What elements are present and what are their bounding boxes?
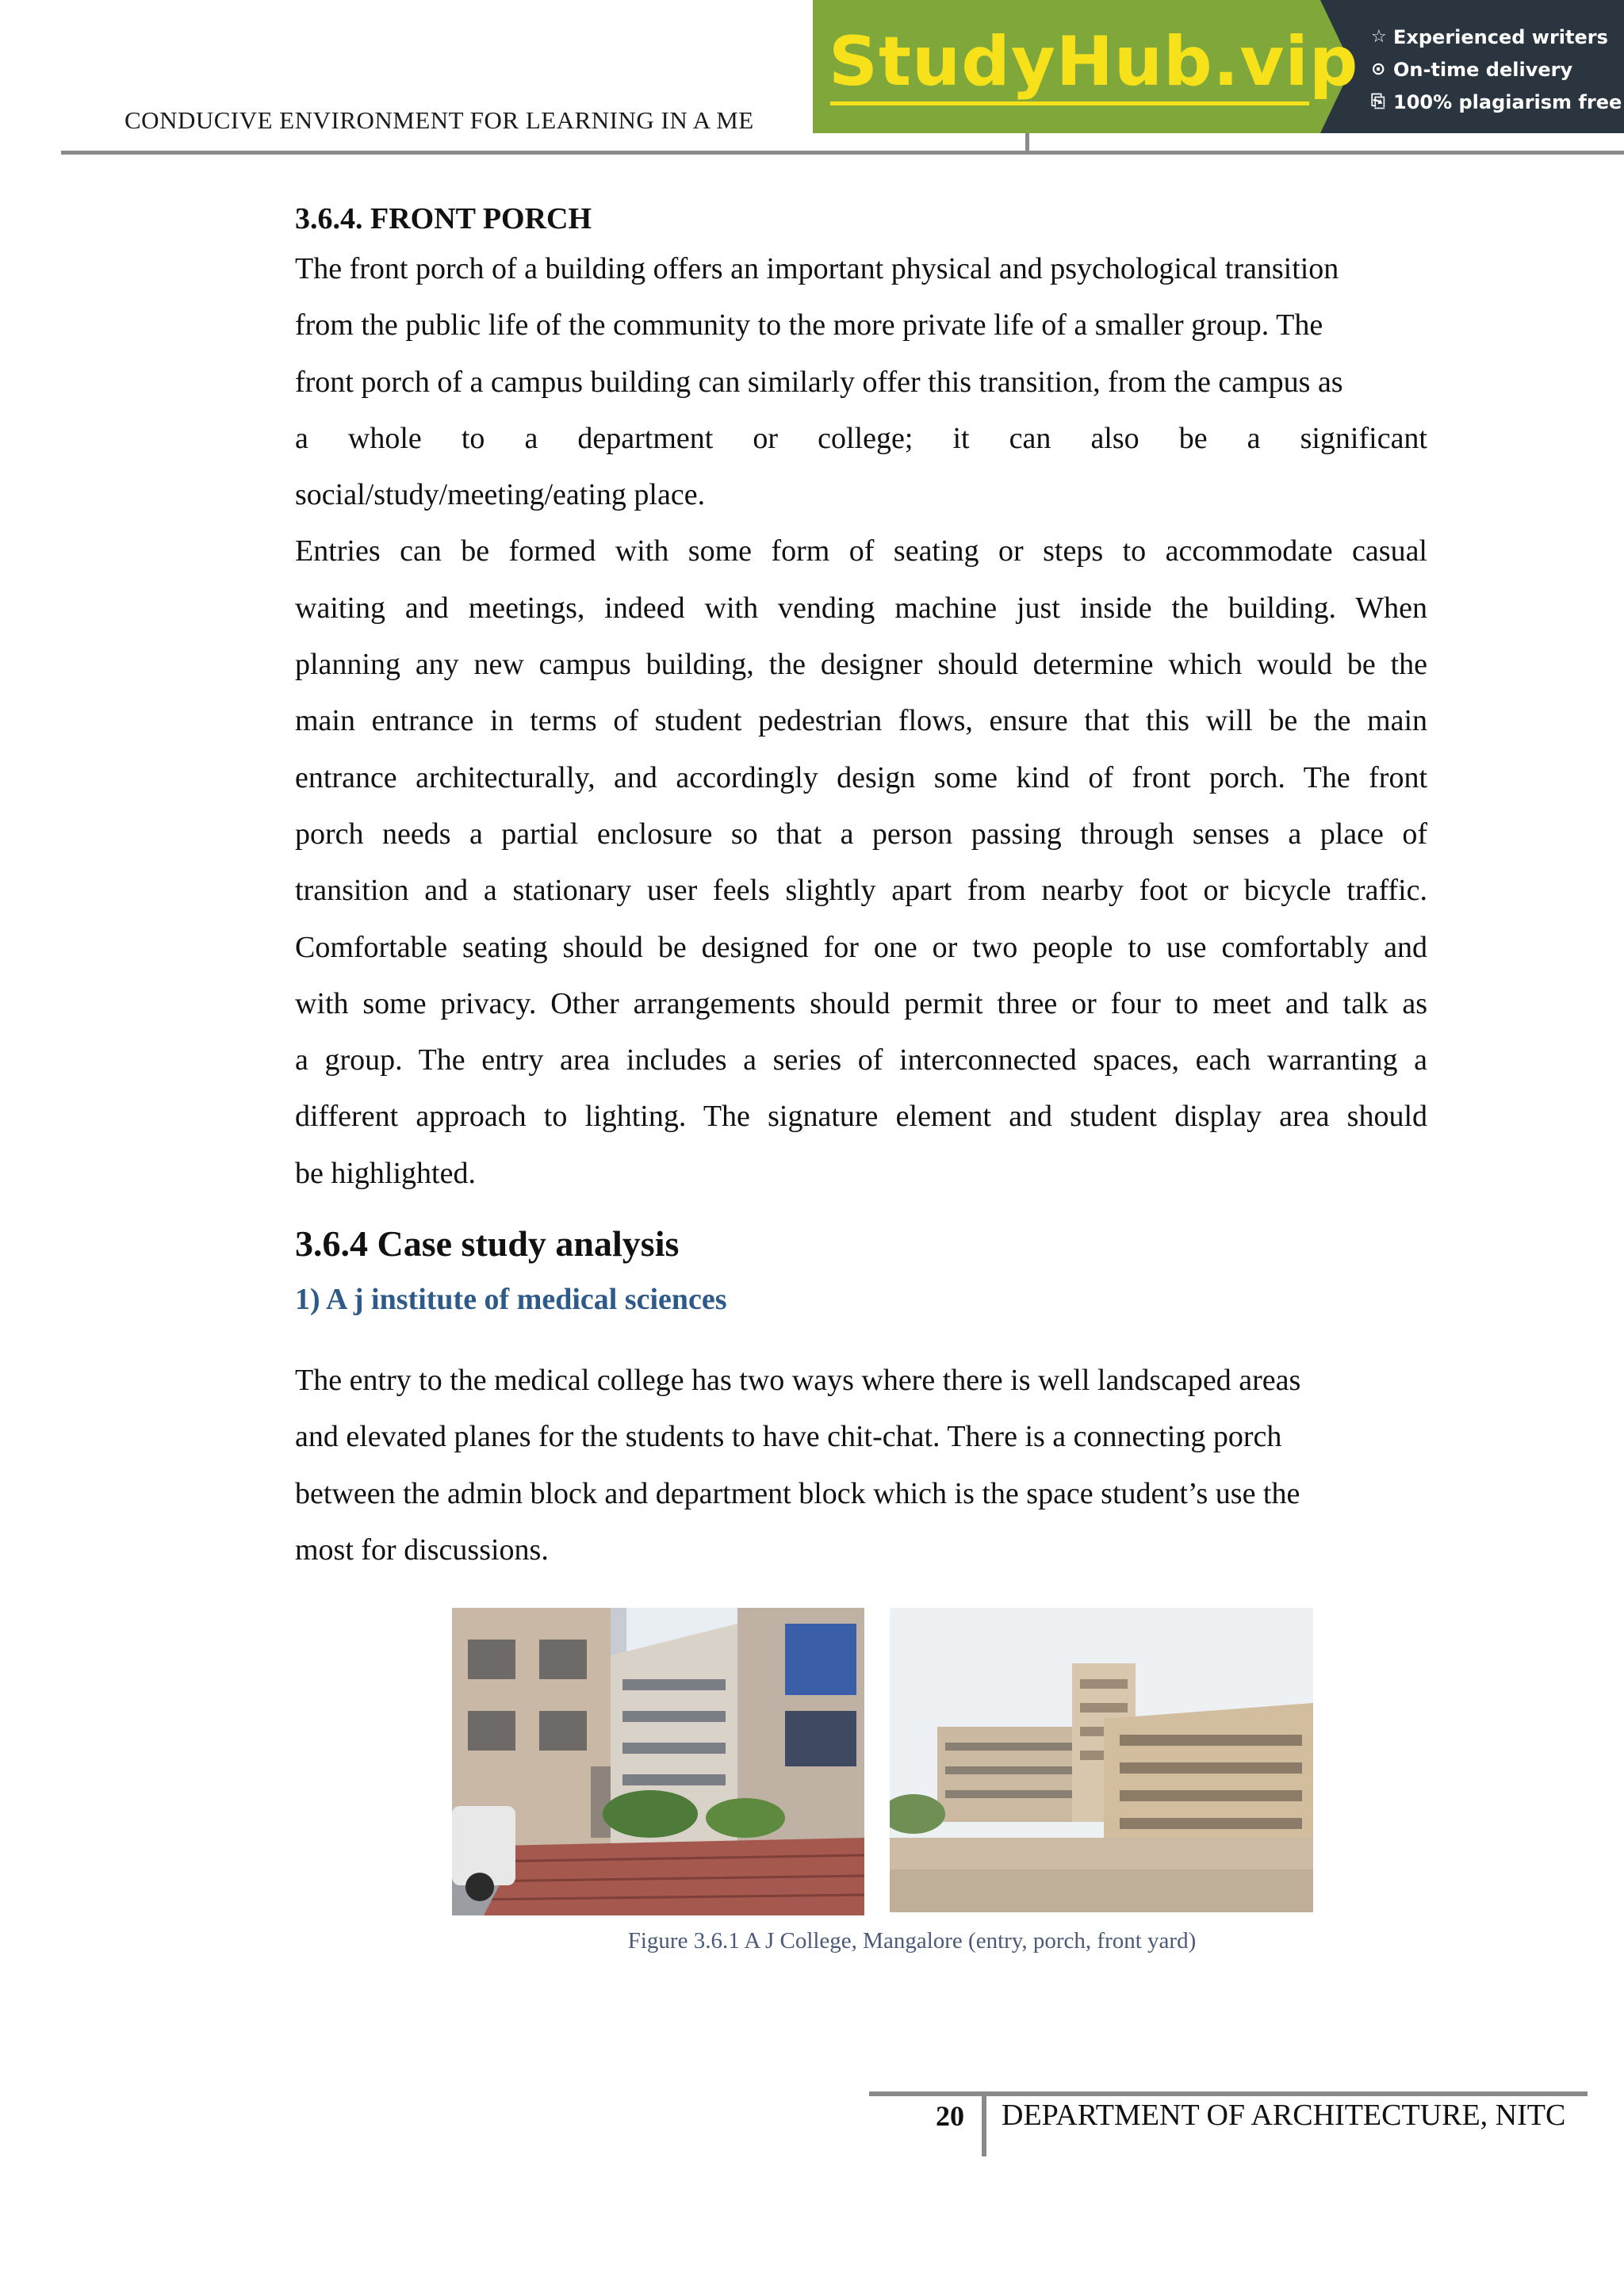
text-line: be highlighted. <box>295 1156 476 1190</box>
text-line: with some privacy. Other arrangements should permit three or four to meet and talk as <box>295 986 1427 1020</box>
ad-feature-row <box>1371 53 1624 86</box>
text-line: from the public life of the community to the more private life of a smaller group. The <box>295 308 1323 342</box>
ad-logo: StudyHub.vip <box>829 22 1359 101</box>
text-line: planning any new campus building, the designer should determine which would be the <box>295 648 1427 682</box>
header-rule <box>61 151 1624 155</box>
text-line: a whole to a department or college; it can also be a significant <box>295 421 1427 455</box>
text-line: The entry to the medical college has two ways where there is well landscaped areas <box>295 1364 1301 1398</box>
paragraph-case-study <box>295 1353 1427 1578</box>
page-number: 20 <box>936 2100 964 2132</box>
ad-feature-label: On-time delivery <box>1393 58 1573 81</box>
text-line: most for discussions. <box>295 1533 549 1567</box>
ad-feature-row <box>1371 21 1624 53</box>
clock-icon: ⊙ <box>1371 59 1386 79</box>
figure-caption: Figure 3.6.1 A J College, Mangalore (entry, porch, front yard) <box>627 1928 1197 1954</box>
text-line: transition and a stationary user feels slightly apart from nearby foot or bicycle traffic. <box>295 874 1427 908</box>
footer-department: DEPARTMENT OF ARCHITECTURE, NITC <box>1002 2099 1566 2132</box>
spacer <box>295 1324 1427 1353</box>
footer-divider <box>982 2091 986 2156</box>
text-line: front porch of a campus building can similarly offer this transition, from the campus as <box>295 365 1343 399</box>
text-line: main entrance in terms of student pedestrian flows, ensure that this will be the main <box>295 704 1427 738</box>
figure-photo-campus <box>890 1608 1313 1912</box>
footer-rule <box>869 2091 1588 2096</box>
paragraph-front-porch-1 <box>295 241 1427 523</box>
ad-logo-panel[interactable] <box>813 0 1359 133</box>
text-line: between the admin block and department block which is the space student’s use the <box>295 1476 1300 1510</box>
case-study-subtitle: 1) A j institute of medical sciences <box>295 1283 727 1317</box>
text-line: and elevated planes for the students to have chit-chat. There is a connecting porch <box>295 1420 1282 1454</box>
text-line: social/study/meeting/eating place. <box>295 478 706 512</box>
text-line: entrance architecturally, and accordingly design some kind of front porch. The front <box>295 760 1427 794</box>
star-icon: ☆ <box>1371 27 1387 47</box>
page-content <box>295 197 1427 1578</box>
ad-banner[interactable] <box>813 0 1624 133</box>
ad-feature-label: 100% plagiarism free <box>1393 90 1622 113</box>
section-title-front-porch: 3.6.4. FRONT PORCH <box>295 202 592 235</box>
text-line: The front porch of a building offers an important physical and psychological transition <box>295 252 1339 285</box>
ad-features <box>1352 0 1624 133</box>
ad-feature-row <box>1371 86 1624 118</box>
text-line: Comfortable seating should be designed for one or two people to use comfortably and <box>295 930 1427 964</box>
text-line: porch needs a partial enclosure so that a person passing through senses a place of <box>295 817 1427 851</box>
running-header: CONDUCIVE ENVIRONMENT FOR LEARNING IN A ME <box>124 106 754 134</box>
figure-photo-entry <box>452 1608 864 1915</box>
text-line: Entries can be formed with some form of seating or steps to accommodate casual <box>295 534 1427 568</box>
ad-logo-underline <box>830 101 1309 105</box>
shield-icon: ⎘ <box>1371 92 1385 112</box>
text-line: a group. The entry area includes a series of interconnected spaces, each warranting a <box>295 1043 1427 1077</box>
ad-feature-label: Experienced writers <box>1393 25 1608 48</box>
text-line: different approach to lighting. The signature element and student display area should <box>295 1100 1427 1134</box>
paragraph-front-porch-2 <box>295 523 1427 1202</box>
text-line: waiting and meetings, indeed with vending machine just inside the building. When <box>295 591 1427 625</box>
section-title-case-study: 3.6.4 Case study analysis <box>295 1223 680 1265</box>
